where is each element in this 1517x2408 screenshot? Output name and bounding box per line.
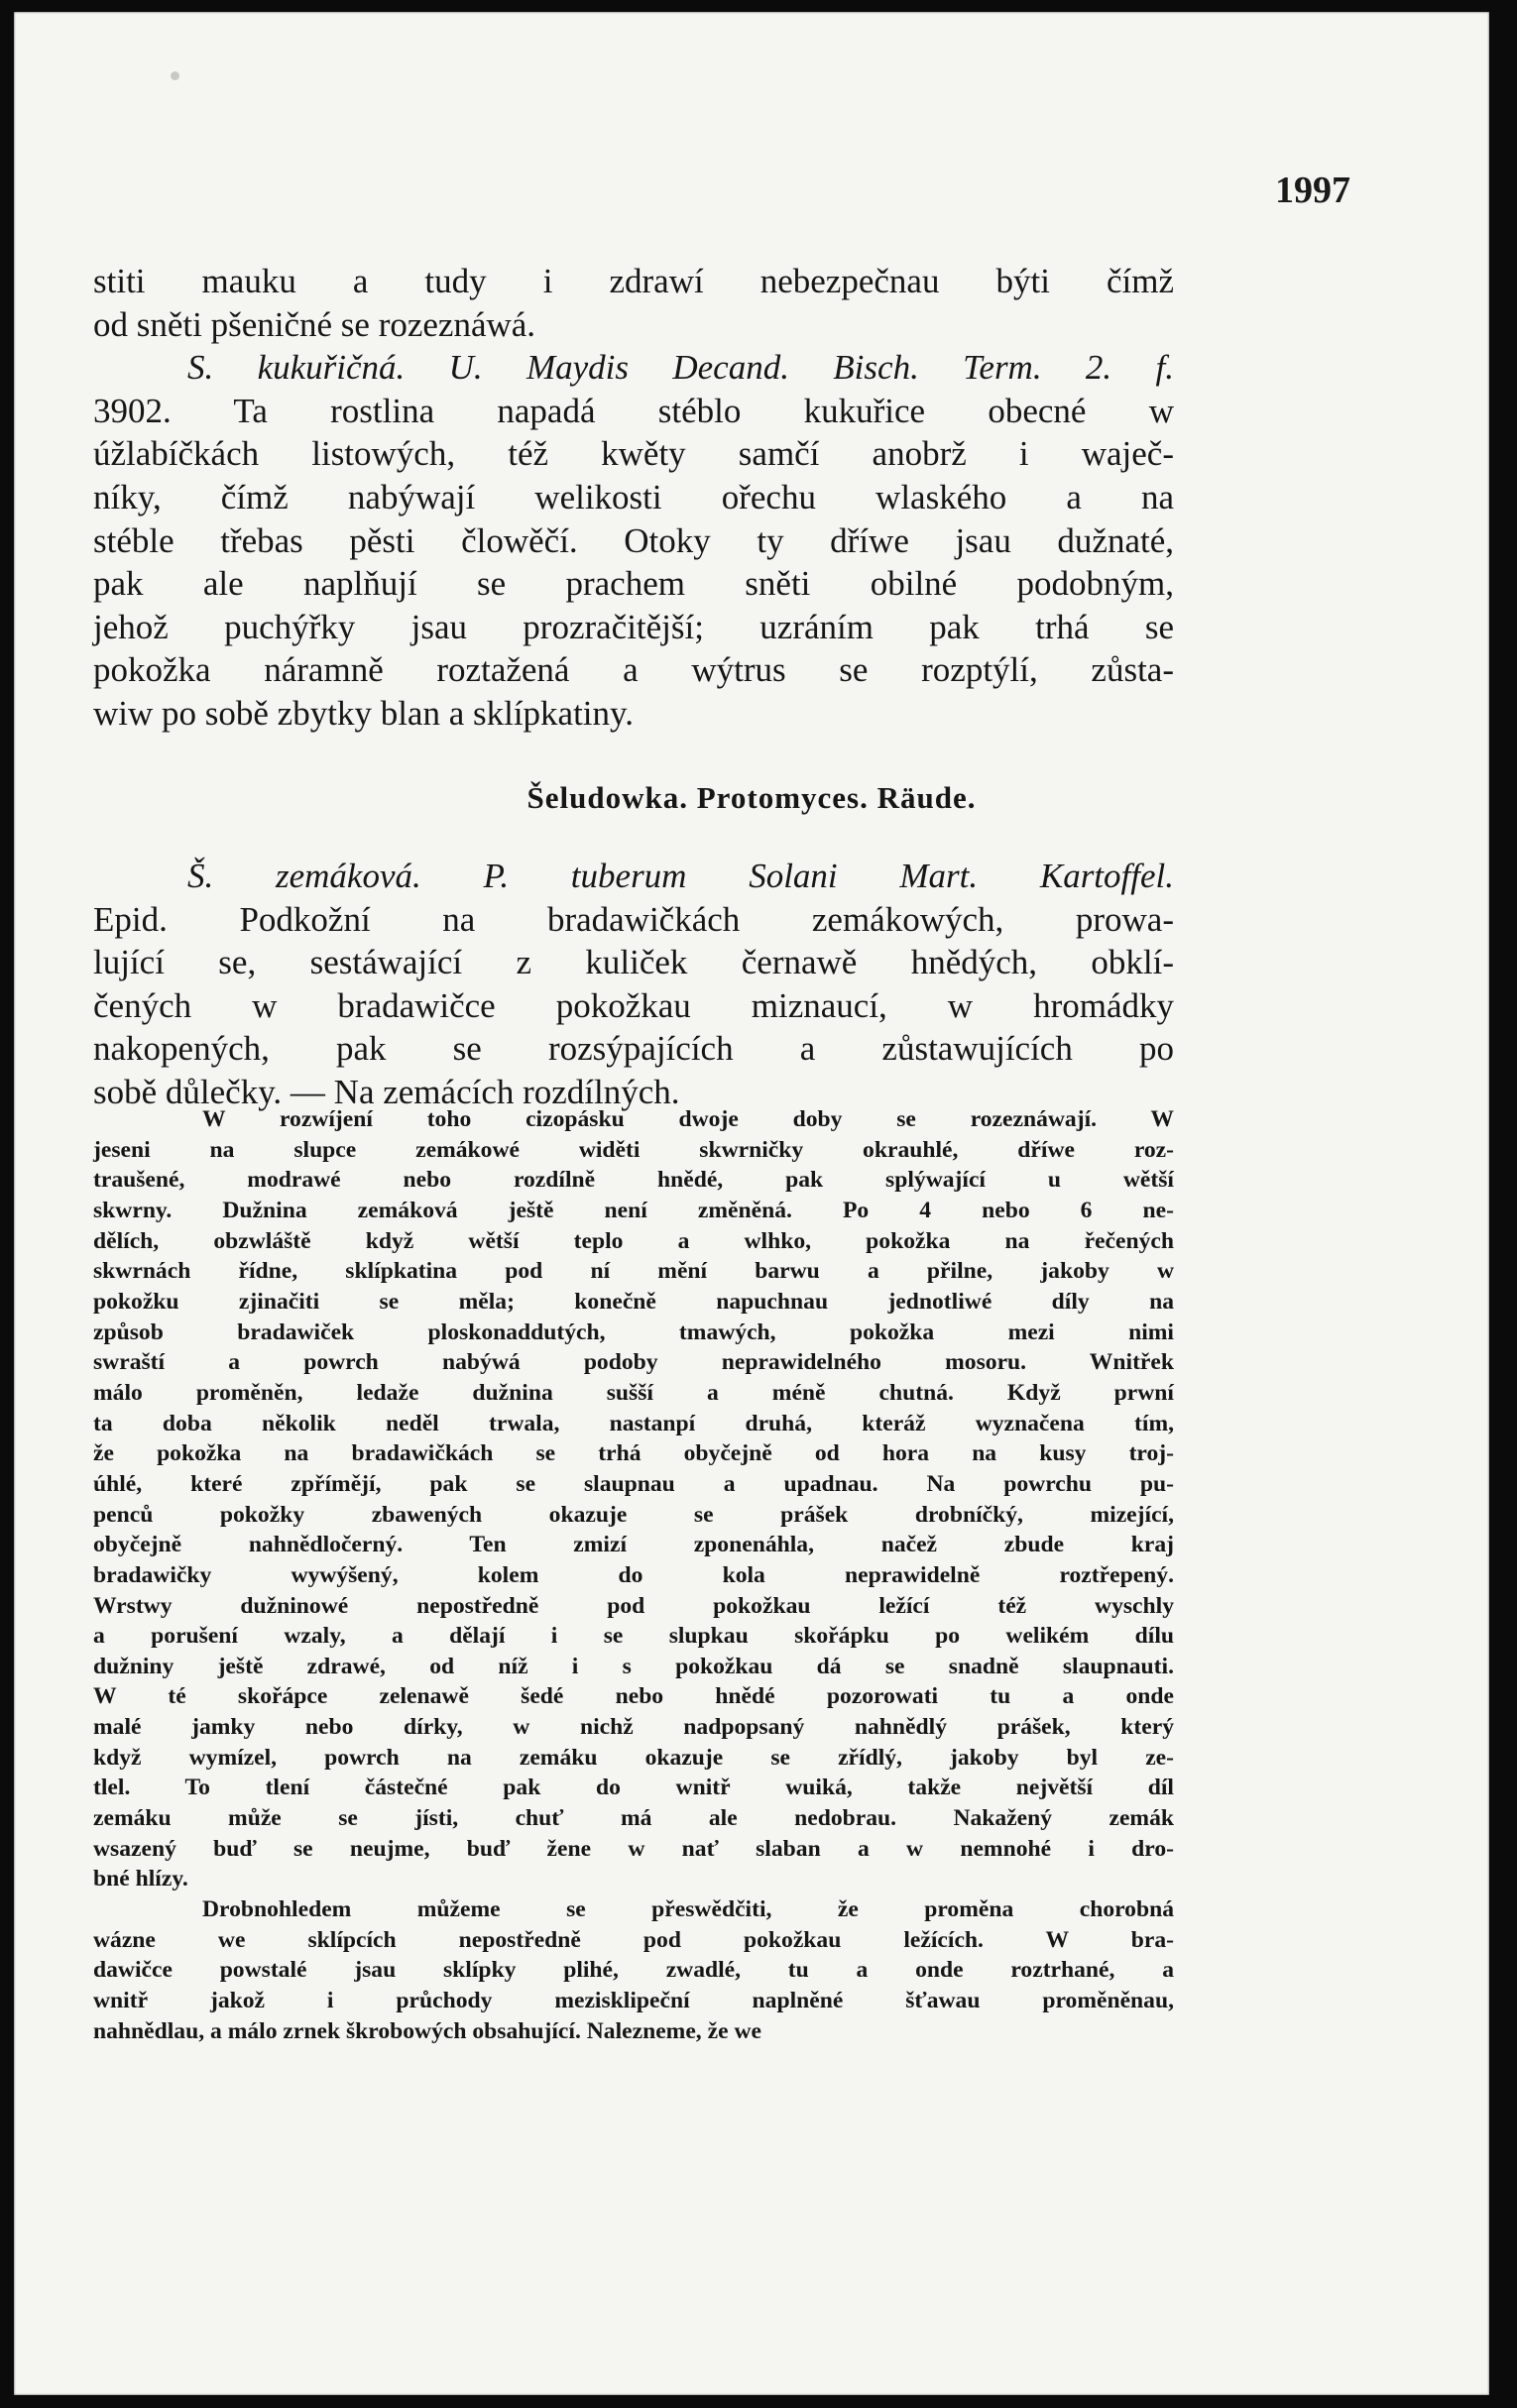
text-line: W rozwíjení toho cizopásku dwoje doby se rozeznáwají. W [202, 1106, 1174, 1132]
text-line: wsazený buď se neujme, buď žene w nať slaban a w nemnohé i dro- [93, 1835, 1174, 1862]
text-line: od sněti pšeničné se rozeznáwá. [93, 304, 536, 344]
text-line: když wymízel, powrch na zemáku okazuje se zřídlý, jakoby byl ze- [93, 1744, 1174, 1771]
text-line: pokožka náramně roztažená a wýtrus se rozptýlí, zůsta- [93, 650, 1174, 690]
text-line: Š. zemáková. P. tuberum Solani Mart. Kartoffel. [187, 857, 1174, 895]
text-line: W té skořápce zelenawě šedé nebo hnědé pozorowati tu a onde [93, 1683, 1174, 1710]
text-line: nakopených, pak se rozsýpajících a zůstawujících po [93, 1029, 1174, 1069]
text-line: swraští a powrch nabýwá podoby neprawidelného mosoru. Wnitřek [93, 1349, 1174, 1376]
text-line: zemáku může se jísti, chuť má ale nedobrau. Nakažený zemák [93, 1805, 1174, 1832]
text-line: že pokožka na bradawičkách se trhá obyčejně od hora na kusy troj- [93, 1440, 1174, 1467]
species-paragraph [93, 855, 1174, 1114]
page-number: 1997 [1275, 170, 1350, 211]
text-line: wnitř jakož i průchody mezisklipeční naplněné šťawau proměněnau, [93, 1988, 1174, 2014]
book-page [14, 12, 1489, 2395]
text-line: wiw po sobě zbytky blan a sklípkatiny. [93, 693, 635, 733]
text-line: jeseni na slupce zemákowé widěti skwrničky okrauhlé, dříwe roz- [93, 1136, 1174, 1163]
text-line: wázne we sklípcích nepostředně pod pokožkau ležících. W bra- [93, 1926, 1174, 1953]
text-line: skwrny. Dužnina zemáková ještě není změněná. Po 4 nebo 6 ne- [93, 1197, 1174, 1223]
text-line: ta doba několik neděl trwala, nastanpí druhá, kteráž wyznačena tím, [93, 1410, 1174, 1436]
text-line: Wrstwy dužninowé nepostředně pod pokožkau ležící též wyschly [93, 1592, 1174, 1619]
text-line: úhlé, které zpřímějí, pak se slaupnau a upadnau. Na powrchu pu- [93, 1470, 1174, 1497]
text-line: penců pokožky zbawených okazuje se prášek drobníčký, mizející, [93, 1501, 1174, 1528]
text-line: málo proměněn, ledaže dužnina sušší a méně chutná. Když prwní [93, 1379, 1174, 1406]
text-line: Drobnohledem můžeme se přeswědčiti, že proměna chorobná [202, 1896, 1174, 1923]
text-line: pokožku zjinačiti se měla; konečně napuchnau jednotliwé díly na [93, 1288, 1174, 1315]
text-line: dužniny ještě zdrawé, od níž i s pokožkau dá se snadně slaupnauti. [93, 1653, 1174, 1679]
text-line: tlel. To tlení částečné pak do wnitř wuiká, takže největší díl [93, 1775, 1174, 1801]
text-line: dělích, obzwláště když wětší teplo a wlhko, pokožka na řečených [93, 1227, 1174, 1254]
text-line: skwrnách řídne, sklípkatina pod ní mění barwu a přilne, jakoby w [93, 1258, 1174, 1285]
text-line: pak ale naplňují se prachem sněti obilné podobným, [93, 564, 1174, 604]
text-line: a porušení wzaly, a dělají i se slupkau skořápku po welikém dílu [93, 1623, 1174, 1650]
text-line: traušené, modrawé nebo rozdílně hnědé, pak splýwající u wětší [93, 1167, 1174, 1194]
small-print-paragraph [93, 1104, 1174, 2046]
paper-speck [171, 71, 179, 80]
text-line: způsob bradawiček ploskonaddutých, tmawých, pokožka mezi nimi [93, 1319, 1174, 1345]
section-heading: Šeludowka. Protomyces. Räude. [526, 780, 977, 815]
text-line: dawičce powstalé jsau sklípky plihé, zwadlé, tu a onde roztrhané, a [93, 1957, 1174, 1984]
text-line: bné hlízy. [93, 1866, 188, 1892]
text-line: úžlabíčkách listowých, též kwěty samčí anobrž i waječ- [93, 434, 1174, 474]
text-line: bradawičky wywýšený, kolem do kola neprawidelně roztřepený. [93, 1561, 1174, 1588]
text-line: lující se, sestáwající z kuliček černawě hnědých, obklí- [93, 943, 1174, 982]
text-line: sobě důlečky. — Na zemácích rozdílných. [93, 1072, 680, 1111]
text-line: nahnědlau, a málo zrnek škrobowých obsahující. Nalezneme, že we [93, 2017, 761, 2044]
text-line: jehož puchýřky jsau prozračitější; uzráním pak trhá se [93, 607, 1174, 646]
text-line: obyčejně nahnědločerný. Ten zmizí zponenáhla, načež zbude kraj [93, 1532, 1174, 1558]
text-line: níky, čímž nabýwají welikosti ořechu wlaského a na [93, 477, 1174, 516]
text-line: čených w bradawičce pokožkau miznaucí, w hromádky [93, 985, 1174, 1025]
text-line: 3902. Ta rostlina napadá stéblo kukuřice obecné w [93, 391, 1174, 430]
text-line: Epid. Podkožní na bradawičkách zemákowých, prowa- [93, 899, 1174, 939]
text-line: stéble třebas pěsti člowěčí. Otoky ty dříwe jsau dužnaté, [93, 520, 1174, 560]
text-line: stiti mauku a tudy i zdrawí nebezpečnau býti čímž [93, 262, 1174, 300]
text-line: S. kukuřičná. U. Maydis Decand. Bisch. Term. 2. f. [187, 348, 1174, 388]
text-line: malé jamky nebo dírky, w nichž nadpopsaný nahnědlý prášek, který [93, 1714, 1174, 1741]
intro-paragraph [93, 260, 1174, 736]
